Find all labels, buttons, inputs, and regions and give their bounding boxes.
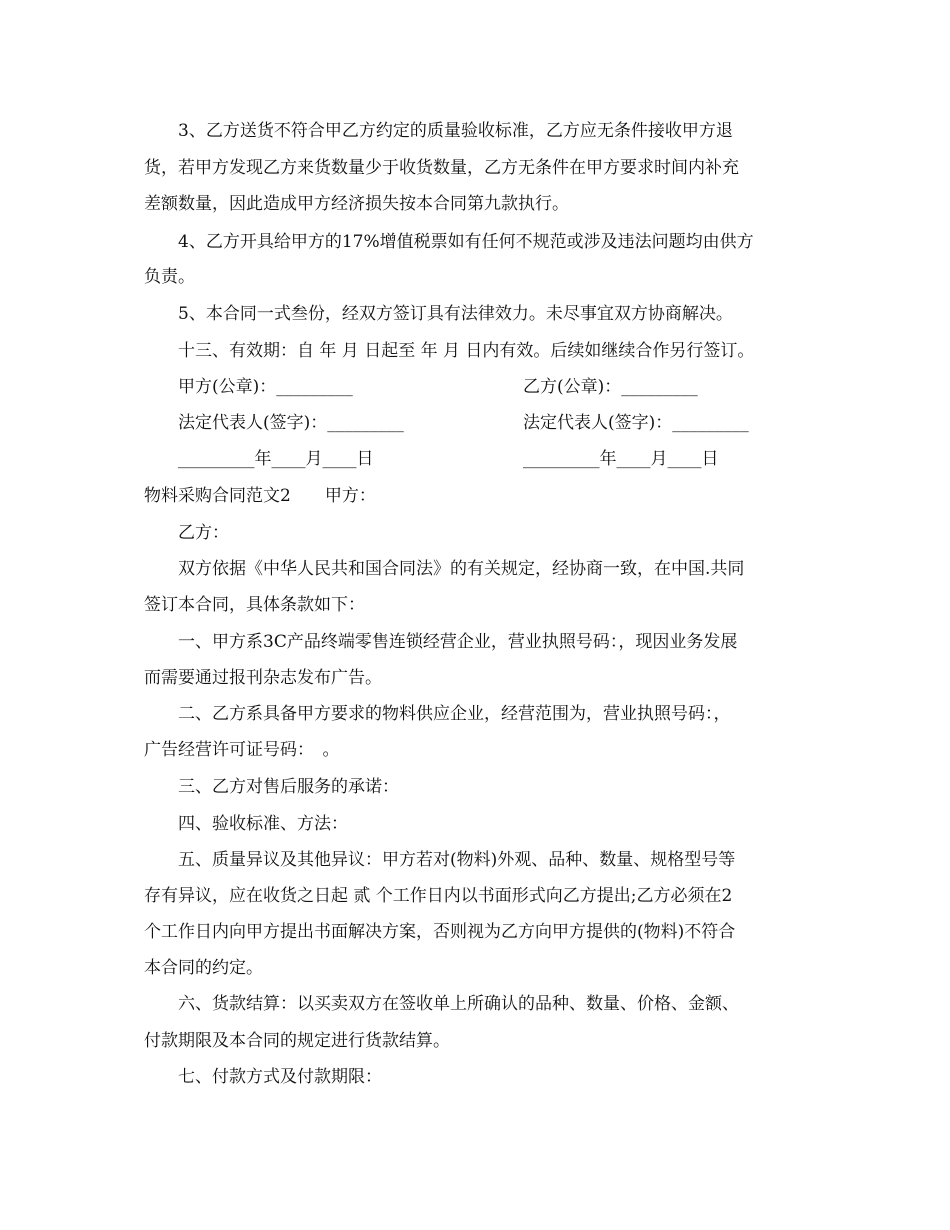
clause-4-line-1: 4、乙方开具给甲方的17%增值税票如有任何不规范或涉及违法问题均由供方 xyxy=(178,232,754,252)
article-4: 四、验收标准、方法： xyxy=(178,814,348,834)
article-2-line-2: 广告经营许可证号码： 。 xyxy=(144,740,340,760)
party-b-representative: 法定代表人(签字)：_________ xyxy=(523,413,749,433)
section-title: 物料采购合同范文2 甲方： xyxy=(144,486,376,506)
article-2-line-1: 二、乙方系具备甲方要求的物料供应企业，经营范围为，营业执照号码：， xyxy=(178,704,731,724)
article-5-line-1: 五、质量异议及其他异议：甲方若对(物料)外观、品种、数量、规格型号等 xyxy=(178,850,736,870)
article-7: 七、付款方式及付款期限： xyxy=(178,1067,382,1087)
clause-3-line-2: 货，若甲方发现乙方来货数量少于收货数量，乙方无条件在甲方要求时间内补充 xyxy=(144,158,739,178)
intro-line-2: 签订本合同，具体条款如下： xyxy=(144,595,365,615)
article-1-line-2: 而需要通过报刊杂志发布广告。 xyxy=(144,668,382,688)
party-a-representative: 法定代表人(签字)：_________ xyxy=(178,413,404,433)
article-1-line-1: 一、甲方系3C产品终端零售连锁经营企业，营业执照号码：，现因业务发展 xyxy=(178,632,738,652)
clause-4-line-2: 负责。 xyxy=(144,267,195,287)
party-a-date: _________年____月____日 xyxy=(178,449,374,469)
article-6-line-2: 付款期限及本合同的规定进行货款结算。 xyxy=(144,1031,450,1051)
clause-5-line: 5、本合同一式叁份，经双方签订具有法律效力。未尽事宜双方协商解决。 xyxy=(178,304,733,324)
article-5-line-3: 个工作日内向甲方提出书面解决方案，否则视为乙方向甲方提供的(物料)不符合 xyxy=(144,922,736,942)
party-a-seal: 甲方(公章)：_________ xyxy=(178,377,353,397)
article-5-line-4: 本合同的约定。 xyxy=(144,958,263,978)
intro-line-1: 双方依据《中华人民共和国合同法》的有关规定，经协商一致，在中国.共同 xyxy=(178,559,745,579)
party-b-line: 乙方： xyxy=(178,523,229,543)
article-6-line-1: 六、货款结算：以买卖双方在签收单上所确认的品种、数量、价格、金额、 xyxy=(178,994,739,1014)
party-b-date: _________年____月____日 xyxy=(523,449,719,469)
clause-3-line-3: 差额数量，因此造成甲方经济损失按本合同第九款执行。 xyxy=(144,194,569,214)
validity-clause: 十三、有效期：自 年 月 日起至 年 月 日内有效。后续如继续合作另行签订。 xyxy=(178,341,755,361)
article-5-line-2: 存有异议，应在收货之日起 贰 个工作日内以书面形式向乙方提出;乙方必须在2 xyxy=(144,886,733,906)
clause-3-line-1: 3、乙方送货不符合甲乙方约定的质量验收标准，乙方应无条件接收甲方退 xyxy=(178,121,733,141)
party-b-seal: 乙方(公章)：_________ xyxy=(523,377,698,397)
article-3: 三、乙方对售后服务的承诺： xyxy=(178,777,399,797)
